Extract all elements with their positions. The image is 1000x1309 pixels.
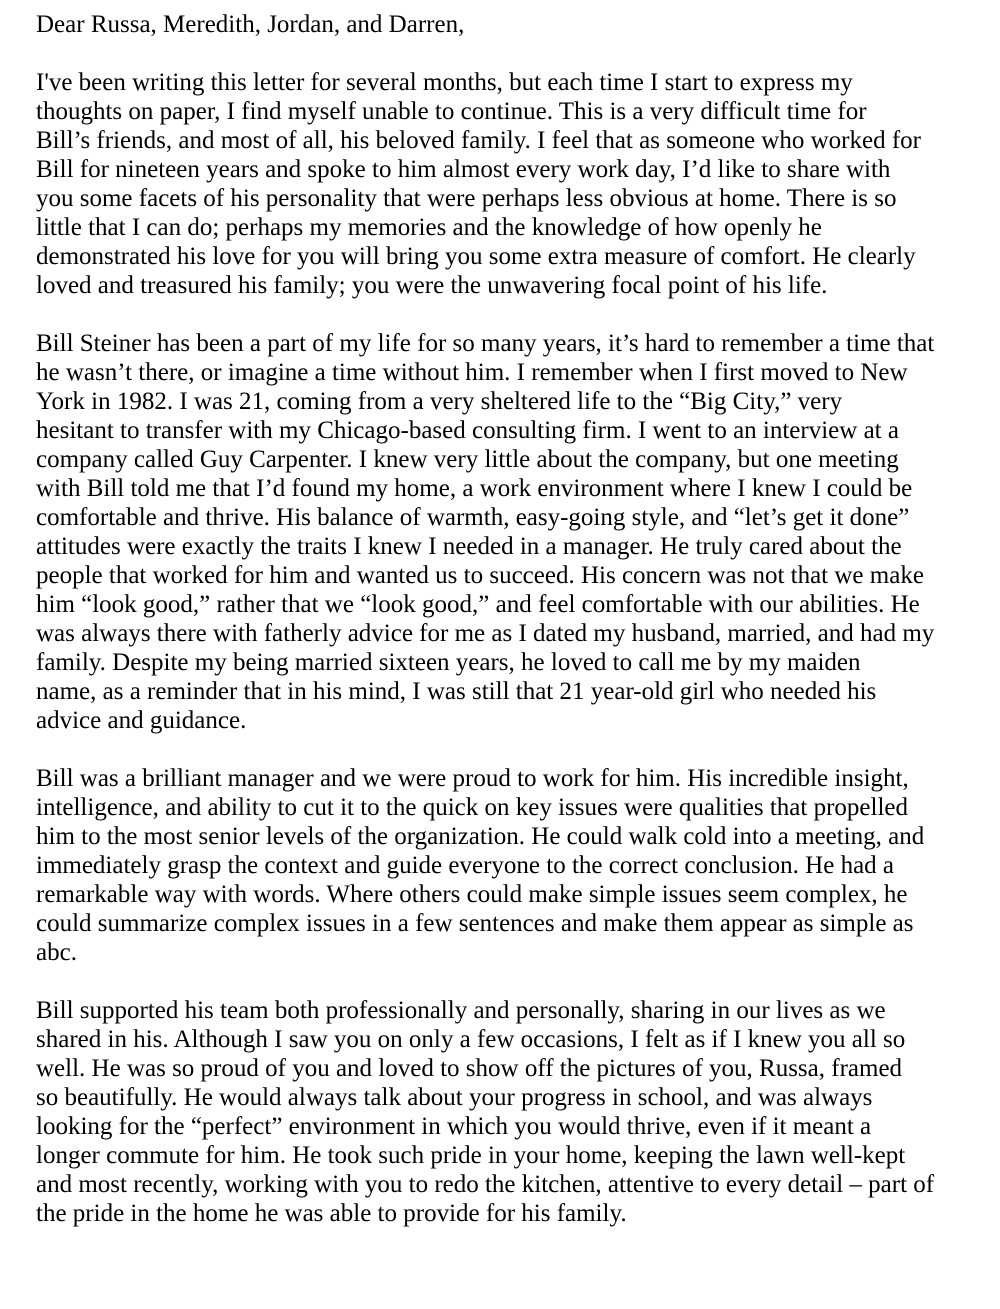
paragraph-line: he wasn’t there, or imagine a time without him. I remember when I first moved to New [36, 359, 908, 386]
paragraph-line: abc. [36, 939, 77, 966]
paragraph-line: advice and guidance. [36, 707, 247, 734]
paragraph-line: and most recently, working with you to redo the kitchen, attentive to every detail – part of [36, 1171, 935, 1198]
paragraph-line: family. Despite my being married sixteen years, he loved to call me by my maiden [36, 649, 861, 676]
paragraph-line: Bill for nineteen years and spoke to him almost every work day, I’d like to share with [36, 156, 891, 183]
paragraph-line: Bill supported his team both professionally and personally, sharing in our lives as we [36, 997, 886, 1024]
paragraph-line: name, as a reminder that in his mind, I was still that 21 year-old girl who needed his [36, 678, 877, 705]
letter-greeting: Dear Russa, Meredith, Jordan, and Darren, [36, 11, 465, 38]
paragraph-line: York in 1982. I was 21, coming from a very sheltered life to the “Big City,” very [36, 388, 843, 415]
paragraph-opening [36, 68, 966, 300]
paragraph-line: so beautifully. He would always talk about your progress in school, and was always [36, 1084, 873, 1111]
paragraph-line: I've been writing this letter for several months, but each time I start to express my [36, 69, 853, 96]
paragraph-line: could summarize complex issues in a few sentences and make them appear as simple as [36, 910, 914, 937]
paragraph-line: little that I can do; perhaps my memories and the knowledge of how openly he [36, 214, 822, 241]
paragraph-line: company called Guy Carpenter. I knew very little about the company, but one meeting [36, 446, 899, 473]
paragraph-line: shared in his. Although I saw you on only a few occasions, I felt as if I knew you all so [36, 1026, 906, 1053]
paragraph-line: remarkable way with words. Where others could make simple issues seem complex, he [36, 881, 908, 908]
letter-page [36, 10, 966, 1228]
paragraph-line: loved and treasured his family; you were the unwavering focal point of his life. [36, 272, 828, 299]
paragraph-line: was always there with fatherly advice for me as I dated my husband, married, and had my [36, 620, 935, 647]
paragraph-line: well. He was so proud of you and loved to show off the pictures of you, Russa, framed [36, 1055, 903, 1082]
paragraph-line: him “look good,” rather that we “look good,” and feel comfortable with our abilities. He [36, 591, 920, 618]
paragraph-line: Bill Steiner has been a part of my life for so many years, it’s hard to remember a time that [36, 330, 935, 357]
paragraph-line: immediately grasp the context and guide everyone to the correct conclusion. He had a [36, 852, 895, 879]
paragraph-line: Bill was a brilliant manager and we were proud to work for him. His incredible insight, [36, 765, 909, 792]
paragraph-line: longer commute for him. He took such pride in your home, keeping the lawn well-kept [36, 1142, 906, 1169]
paragraph-line: people that worked for him and wanted us to succeed. His concern was not that we make [36, 562, 924, 589]
paragraph-manager [36, 764, 966, 967]
paragraph-line: the pride in the home he was able to provide for his family. [36, 1200, 627, 1227]
paragraph-line: intelligence, and ability to cut it to the quick on key issues were qualities that propelled [36, 794, 908, 821]
paragraph-line: looking for the “perfect” environment in which you would thrive, even if it meant a [36, 1113, 872, 1140]
paragraph-line: hesitant to transfer with my Chicago-based consulting firm. I went to an interview at a [36, 417, 899, 444]
paragraph-line: Bill’s friends, and most of all, his beloved family. I feel that as someone who worked for [36, 127, 921, 154]
paragraph-first-meeting [36, 329, 966, 735]
paragraph-line: thoughts on paper, I find myself unable to continue. This is a very difficult time for [36, 98, 867, 125]
paragraph-line: comfortable and thrive. His balance of warmth, easy-going style, and “let’s get it done” [36, 504, 910, 531]
paragraph-line: you some facets of his personality that were perhaps less obvious at home. There is so [36, 185, 897, 212]
paragraph-line: attitudes were exactly the traits I knew I needed in a manager. He truly cared about the [36, 533, 902, 560]
paragraph-line: with Bill told me that I’d found my home, a work environment where I knew I could be [36, 475, 913, 502]
paragraph-line: him to the most senior levels of the organization. He could walk cold into a meeting, and [36, 823, 925, 850]
paragraph-family [36, 996, 966, 1228]
paragraph-line: demonstrated his love for you will bring you some extra measure of comfort. He clearly [36, 243, 916, 270]
